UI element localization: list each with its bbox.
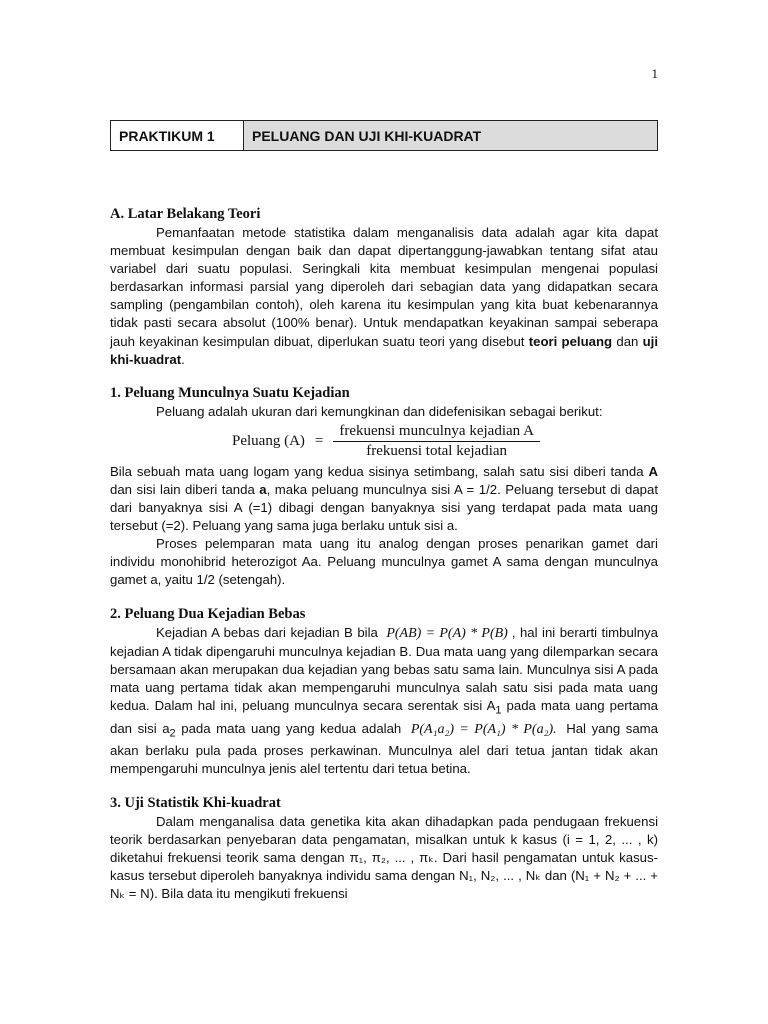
- text-run: pada mata uang pertama dan sisi a: [110, 697, 658, 736]
- independence-equation: P(AB) = P(A) * P(B): [386, 625, 508, 641]
- bold-term: a: [259, 481, 267, 497]
- formula-equals: =: [314, 432, 324, 449]
- bold-term: A: [648, 463, 658, 479]
- text-run: .: [181, 351, 185, 367]
- joint-probability-equation: P(A₁a₂) = P(A₁) * P(a₂).: [410, 721, 557, 737]
- title-table: [110, 120, 658, 151]
- text-run: dan sisi lain diberi tanda: [110, 481, 255, 497]
- text-run: pada mata uang yang kedua adalah: [175, 720, 402, 736]
- document-content: [110, 204, 658, 903]
- page-number: 1: [651, 66, 658, 81]
- text-run: Kejadian A bebas dari kejadian B bila: [156, 624, 378, 640]
- formula-fraction: [333, 423, 540, 460]
- section-3-paragraph: Dalam menganalisa data genetika kita akan dihadapkan pada pendugaan frekuensi teorik berdasarkan penyebaran data pengamatan, misalkan untuk k kasus (i = 1, 2, ... , k) diketahui frekuensi teorik sama dengan π₁, π₂, ... , πₖ. Dari hasil pengamatan untuk kasus-kasus tersebut diperoleh banyaknya individu sama dengan N₁, N₂, ... , Nₖ dan (N₁ + N₂ + ... + Nₖ = N). Bila data itu mengikuti frekuensi: [110, 813, 658, 901]
- text-run: Bila sebuah mata uang logam yang kedua sisinya setimbang, salah satu sisi diberi tanda: [110, 463, 644, 479]
- section-1-paragraph-1: [110, 463, 658, 535]
- bold-term: teori peluang: [528, 333, 613, 349]
- subscript: 2: [169, 727, 176, 740]
- text-run: Hal yang sama akan berlaku pula pada proses perkawinan. Munculnya alel dari tetua jantan tidak akan mempengaruhi munculnya jenis alel tertentu dari tetua betina.: [110, 720, 658, 777]
- text-run: , hal ini berarti timbulnya kejadian A tidak dipengaruhi munculnya kejadian B. Dua mata uang yang dilemparkan secara bersamaan akan merupakan dua kejadian yang bebas satu sama lain. Munculnya sisi A pada mata uang pertama tidak akan mempengaruhi munculnya salah satu sisi pada mata uang kedua. Dalam hal ini, peluang munculnya secara serentak sisi A: [110, 624, 658, 713]
- section-3-heading: 3. Uji Statistik Khi-kuadrat: [110, 794, 281, 811]
- practicum-title: PELUANG DAN UJI KHI-KUADRAT: [244, 121, 657, 150]
- section-2-heading: 2. Peluang Dua Kejadian Bebas: [110, 605, 306, 622]
- bold-term: uji khi-kuadrat: [110, 333, 659, 367]
- text-run: , maka peluang munculnya sisi A = 1/2. Peluang tersebut di dapat dari banyaknya sisi A (=1) dibagi dengan banyaknya sisi yang terdapat pada mata uang tersebut (=2). Peluang yang sama juga berlaku untuk sisi a.: [110, 481, 658, 534]
- formula-lhs: Peluang (A): [232, 432, 305, 449]
- section-a-paragraph: [110, 224, 658, 369]
- text-run: dan: [616, 333, 639, 349]
- section-1-paragraph-2: Proses pelemparan mata uang itu analog dengan proses penarikan gamet dari individu monohibrid heterozigot Aa. Peluang munculnya gamet A sama dengan munculnya gamet a, yaitu 1/2 (setengah).: [110, 536, 658, 588]
- practicum-label: PRAKTIKUM 1: [111, 121, 244, 150]
- probability-formula: [232, 423, 658, 460]
- text-run: Pemanfaatan metode statistika dalam menganalisis data adalah agar kita dapat membuat kesimpulan dengan baik dan dapat dipertanggung-jawabkan tentang sifat atau variabel dari suatu populasi. Seringkali kita membuat kesimpulan mengenai populasi berdasarkan informasi parsial yang diperoleh dari sebagian data yang didapatkan secara sampling (pengambilan contoh), oleh karena itu kesimpulan yang kita buat kebenarannya tidak pasti secara absolut (100% benar). Untuk mendapatkan keyakinan sampai seberapa jauh keyakinan kesimpulan dibuat, diperlukan suatu teori yang disebut: [110, 225, 658, 349]
- formula-numerator: frekuensi munculnya kejadian A: [333, 423, 540, 442]
- section-1-intro: Peluang adalah ukuran dari kemungkinan dan didefenisikan sebagai berikut:: [156, 403, 603, 419]
- section-1-heading: 1. Peluang Munculnya Suatu Kejadian: [110, 384, 350, 401]
- section-a-heading: A. Latar Belakang Teori: [110, 206, 261, 222]
- subscript: 1: [495, 704, 502, 717]
- formula-denominator: frekuensi total kejadian: [366, 442, 508, 459]
- section-2-paragraph: [110, 624, 658, 779]
